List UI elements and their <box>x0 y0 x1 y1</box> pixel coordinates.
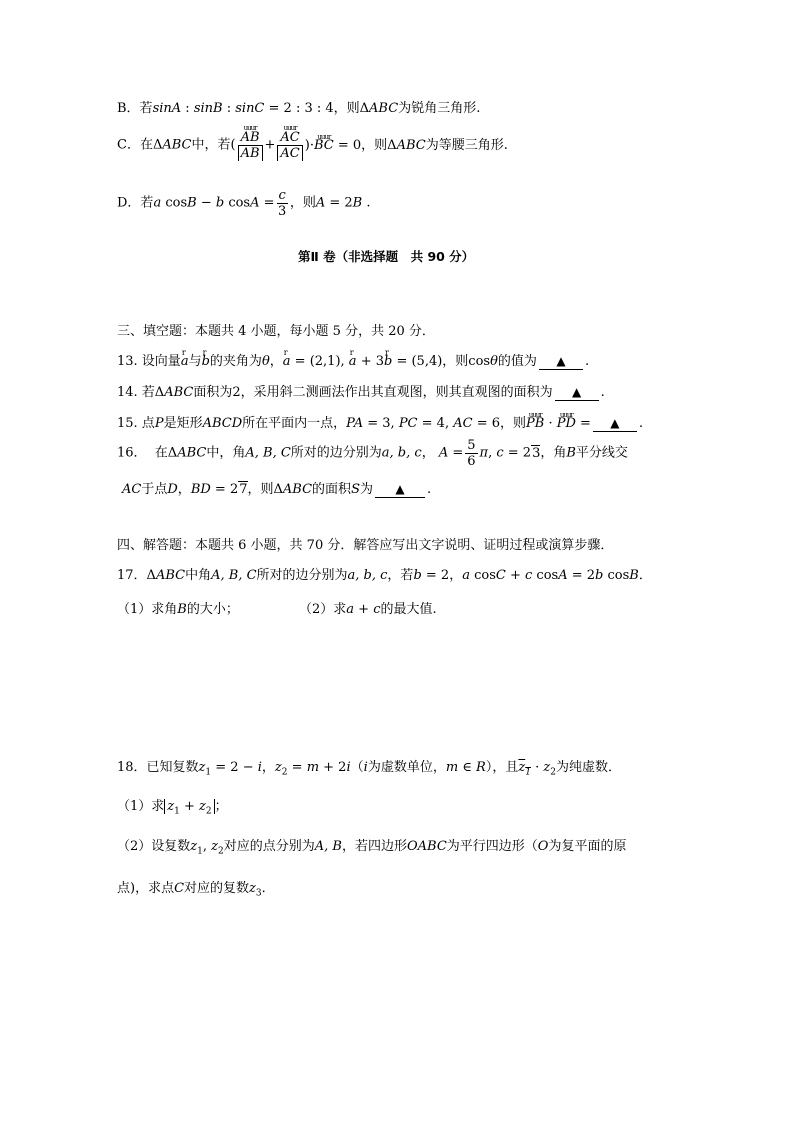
question-17-part1: （1）求角B的大小； <box>117 602 239 617</box>
section-iv-header: 四、解答题：本题共 6 小题，共 70 分．解答应写出文字说明、证明过程或演算步骤． <box>117 538 614 553</box>
option-b: B．若sinA : sinB : sinC = 2 : 3 : 4，则ΔABC为锐角三角形. <box>117 101 481 116</box>
question-18: 18．已知复数$z_1 = 2 - i$，$z_2 = m + 2i(i$为虚数单位，m ∈ R），且$z_1 \cdot z_2$为纯虚数． <box>117 760 621 778</box>
question-17-part2: （2）求a + c的最大值. <box>299 602 437 617</box>
question-18-part2-line2: 点)，求点C对应的复数$z_3$． <box>117 881 275 899</box>
section-iii-header: 三、填空题：本题共 4 小题，每小题 5 分，共 20 分． <box>117 324 435 339</box>
question-16-line2: AC于点D，BD = 27，则ΔABC的面积S为 ▲ . <box>122 482 432 497</box>
question-16-line1: 16． 在ΔABC中，角A, B, C所对的边分别为a, b, c， A = $\frac{5}{6}$ π, c = 23，角B平分线交 <box>117 438 628 469</box>
question-15: 15. 点P是矩形ABCD所在平面内一点，PA = 3, PC = 4, AC = 6，则uuur PB · uuur PD = ▲ . <box>117 415 643 433</box>
question-13: 13. 设向量r a与r b的夹角为θ，r a = (2,1), r a + 3r b = (5,4)，则cosθ的值为 ▲ . <box>117 353 589 371</box>
question-18-part2-line1: （2）设复数$z_1$, $z_2$对应的点分别为A, B，若四边形OABC为平行四边形（O为复平面的原 <box>117 839 627 857</box>
option-d: D．若a cosB − b cosA = $\frac{c}{3}$ ，则A = 2B . <box>117 188 371 219</box>
section-ii-title: 第Ⅱ 卷（非选择题 共 90 分） <box>298 249 475 264</box>
question-14: 14. 若ΔABC面积为2，采用斜二测画法作出其直观图，则其直观图的面积为 ▲ . <box>117 385 605 400</box>
question-18-part1: （1）求 $z_1 + z_2$ ； <box>117 799 228 817</box>
question-17: 17．ΔABC中角A, B, C所对的边分别为a, b, c，若b = 2，a cosC + c cosA = 2b cosB． <box>117 568 652 583</box>
option-c: C．在ΔABC中，若( uuur $\frac{AB}{AB}$ + uuur $\frac{AC}{AC}$ )·uuur BC = 0，则ΔABC为等腰三角形. <box>117 130 508 161</box>
